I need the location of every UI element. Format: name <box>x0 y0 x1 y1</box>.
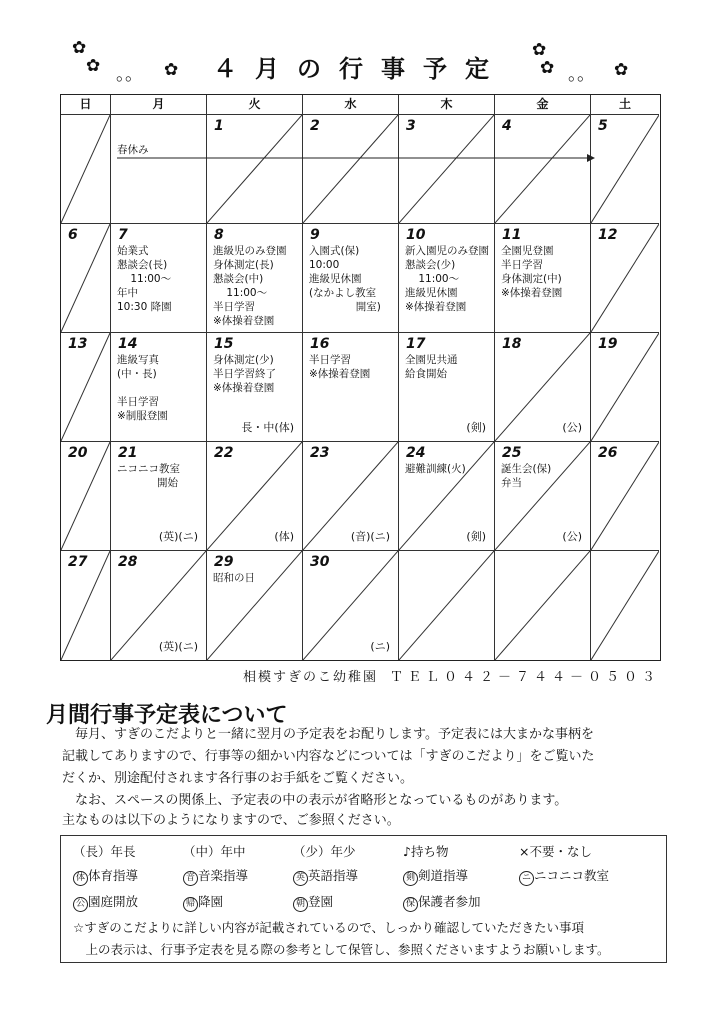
day-mark: 長・中(体) <box>241 421 294 434</box>
nikoniko-mark-icon: ニ <box>519 871 534 886</box>
pe-mark-icon: 体 <box>73 871 88 886</box>
day-number: 2 <box>310 118 320 134</box>
calendar-day-cell <box>303 115 399 224</box>
calendar-day-cell <box>303 551 399 660</box>
weekday-header: 金 <box>495 95 591 115</box>
day-number: 10 <box>406 227 426 243</box>
diagonal-line <box>591 551 659 660</box>
legend-item: （少）年少 <box>293 844 356 859</box>
calendar-day-cell <box>399 551 495 660</box>
legend-item: 体 体育指導 <box>73 866 138 886</box>
legend-note: 上の表示は、行事予定表を見る際の参考として保管し、参照くださいますようお願いします。 <box>73 942 610 957</box>
legend-item: （中）年中 <box>183 844 246 859</box>
day-number: 30 <box>310 554 330 570</box>
paragraph-line: 主なものは以下のようになりますので、ご参照ください。 <box>62 813 400 828</box>
weekday-header: 日 <box>61 95 111 115</box>
day-mark: (公) <box>562 421 582 434</box>
legend-item: 帰 降園 <box>183 892 223 912</box>
day-mark: (音)(ニ) <box>350 530 390 543</box>
legend-item: 音 音楽指導 <box>183 866 248 886</box>
day-events: 進級写真 (中・長) 半日学習 ※制服登園 <box>117 354 168 422</box>
paragraph-line: 記載してありますので、行事等の細かい内容などについては「すぎのこだより」をご覧いた <box>62 749 595 764</box>
dismissal-mark-icon: 帰 <box>183 897 198 912</box>
calendar-day-cell <box>61 442 111 551</box>
weekday-header: 月 <box>111 95 207 115</box>
day-number: 1 <box>214 118 224 134</box>
parent-mark-icon: 保 <box>403 897 418 912</box>
diagonal-line <box>495 551 590 660</box>
day-number: 14 <box>118 336 138 352</box>
weekday-header: 火 <box>207 95 303 115</box>
day-number: 17 <box>406 336 426 352</box>
calendar-day-cell <box>399 115 495 224</box>
day-number: 4 <box>502 118 512 134</box>
calendar-day-cell <box>207 551 303 660</box>
flower-icon: ✿ <box>164 60 179 80</box>
legend-item: 剣 剣道指導 <box>403 866 468 886</box>
calendar-day-cell <box>399 333 495 442</box>
calendar-day-cell <box>591 115 659 224</box>
day-events: 始業式 懇談会(長) 11:00～ 年中 10:30 降園 <box>117 245 172 313</box>
day-number: 19 <box>598 336 618 352</box>
calendar-day-cell <box>399 442 495 551</box>
flower-icon: ✿ <box>614 60 629 80</box>
title-dots-right: 。。 <box>568 64 595 85</box>
calendar-day-cell <box>495 442 591 551</box>
calendar-day-cell <box>207 115 303 224</box>
day-mark: (公) <box>562 530 582 543</box>
day-number: 26 <box>598 445 618 461</box>
calendar-day-cell <box>303 333 399 442</box>
calendar-day-cell <box>495 551 591 660</box>
day-number: 6 <box>68 227 78 243</box>
day-number: 27 <box>68 554 88 570</box>
day-mark: (英)(ニ) <box>158 640 198 653</box>
spring-break-arrow-icon <box>117 153 595 163</box>
calendar-day-cell <box>495 224 591 333</box>
day-number: 12 <box>598 227 618 243</box>
calendar-day-cell <box>111 442 207 551</box>
legend-item: （長）年長 <box>73 844 136 859</box>
contact-line <box>243 666 660 685</box>
spring-break-label: 春休み <box>117 144 149 156</box>
day-events: 全園児登園 半日学習 身体測定(中) ※体操着登園 <box>501 245 563 299</box>
phone-number: ＴＥＬ０４２－７４４－０５０３ <box>389 670 660 685</box>
calendar-day-cell <box>111 333 207 442</box>
calendar-day-cell <box>61 224 111 333</box>
paragraph-line: だくか、別途配付されます各行事のお手紙をご覧ください。 <box>62 771 414 786</box>
weekday-header: 木 <box>399 95 495 115</box>
day-number: 8 <box>214 227 224 243</box>
day-events: 半日学習 ※体操着登園 <box>309 354 371 380</box>
school-name: 相模すぎのこ幼稚園 <box>242 670 378 685</box>
legend-box <box>60 835 667 963</box>
legend-item: 朝 登園 <box>293 892 333 912</box>
day-number: 5 <box>598 118 608 134</box>
diagonal-line <box>61 115 110 223</box>
legend-note: ☆すぎのこだよりに詳しい内容が記載されているので、しっかり確認していただきたい事項 <box>73 920 584 935</box>
day-number: 15 <box>214 336 234 352</box>
day-number: 13 <box>68 336 88 352</box>
day-events: 身体測定(少) 半日学習終了 ※体操着登園 <box>213 354 276 394</box>
day-mark: (剣) <box>466 421 486 434</box>
calendar-day-cell <box>303 442 399 551</box>
day-number: 11 <box>502 227 522 243</box>
day-events: 新入園児のみ登園 懇談会(少) 11:00～ 進級児休園 ※体操着登園 <box>405 245 489 313</box>
legend-item: ×不要・なし <box>519 844 592 859</box>
day-number: 28 <box>118 554 138 570</box>
day-number: 24 <box>406 445 426 461</box>
calendar-day-cell <box>495 333 591 442</box>
day-mark: (英)(ニ) <box>158 530 198 543</box>
kendo-mark-icon: 剣 <box>403 871 418 886</box>
day-number: 25 <box>502 445 522 461</box>
day-events: ニコニコ教室 開始 <box>117 463 180 489</box>
legend-item: 公 園庭開放 <box>73 892 138 912</box>
day-events: 進級児のみ登園 身体測定(長) 懇談会(中) 11:00～ 半日学習 ※体操着登園 <box>213 245 287 327</box>
legend-item: ♪持ち物 <box>403 844 449 859</box>
calendar-day-cell <box>111 551 207 660</box>
calendar-day-cell <box>591 224 659 333</box>
day-number: 18 <box>502 336 522 352</box>
flower-icon: ✿ <box>540 58 555 78</box>
calendar-day-cell <box>207 442 303 551</box>
paragraph-line: なお、スペースの関係上、予定表の中の表示が省略形となっているものがあります。 <box>62 793 568 808</box>
day-mark: (ニ) <box>370 640 390 653</box>
calendar-day-cell <box>61 115 111 224</box>
flower-icon: ✿ <box>86 56 101 76</box>
day-events: 昭和の日 <box>213 572 255 584</box>
legend-row-1 <box>73 842 663 860</box>
day-number: 20 <box>68 445 88 461</box>
calendar-day-cell <box>207 224 303 333</box>
calendar-day-cell <box>591 333 659 442</box>
day-number: 16 <box>310 336 330 352</box>
day-number: 3 <box>406 118 416 134</box>
flower-icon: ✿ <box>72 38 87 58</box>
day-number: 22 <box>214 445 234 461</box>
day-mark: (体) <box>274 530 294 543</box>
weekday-header: 土 <box>591 95 659 115</box>
day-number: 7 <box>118 227 128 243</box>
calendar-day-cell <box>591 551 659 660</box>
calendar-day-cell <box>303 224 399 333</box>
arrival-mark-icon: 朝 <box>293 897 308 912</box>
page-title: ４月の行事予定 <box>213 54 507 83</box>
calendar-day-cell <box>591 442 659 551</box>
diagonal-line <box>399 551 494 660</box>
day-number: 23 <box>310 445 330 461</box>
calendar-day-cell <box>495 115 591 224</box>
legend-item: 保 保護者参加 <box>403 892 481 912</box>
weekday-header: 水 <box>303 95 399 115</box>
flower-icon: ✿ <box>532 40 547 60</box>
paragraph-line: 毎月、すぎのこだよりと一緒に翌月の予定表をお配りします。予定表には大まかな事柄を <box>62 727 594 742</box>
calendar-day-cell <box>111 115 207 224</box>
calendar-day-cell <box>61 333 111 442</box>
day-number: 9 <box>310 227 320 243</box>
yard-open-mark-icon: 公 <box>73 897 88 912</box>
calendar-day-cell <box>399 224 495 333</box>
calendar-day-cell <box>207 333 303 442</box>
legend-row-3 <box>73 892 663 910</box>
legend-row-2 <box>73 866 663 884</box>
day-events: 誕生会(保) 弁当 <box>501 463 552 489</box>
day-events: 避難訓練(火) <box>405 463 466 475</box>
day-number: 21 <box>118 445 138 461</box>
english-mark-icon: 英 <box>293 871 308 886</box>
day-number: 29 <box>214 554 234 570</box>
day-mark: (剣) <box>466 530 486 543</box>
calendar-day-cell <box>61 551 111 660</box>
legend-item: ニ ニコニコ教室 <box>519 866 609 886</box>
day-events: 入園式(保) 10:00 進級児休園 (なかよし教室 開室) <box>309 245 381 313</box>
title-dots-left: 。。 <box>116 64 143 85</box>
music-mark-icon: 音 <box>183 871 198 886</box>
day-events: 全園児共通 給食開始 <box>405 354 458 380</box>
calendar-day-cell <box>111 224 207 333</box>
legend-item: 英 英語指導 <box>293 866 358 886</box>
calendar-table <box>60 94 661 661</box>
section-title: 月間行事予定表について <box>46 703 288 728</box>
